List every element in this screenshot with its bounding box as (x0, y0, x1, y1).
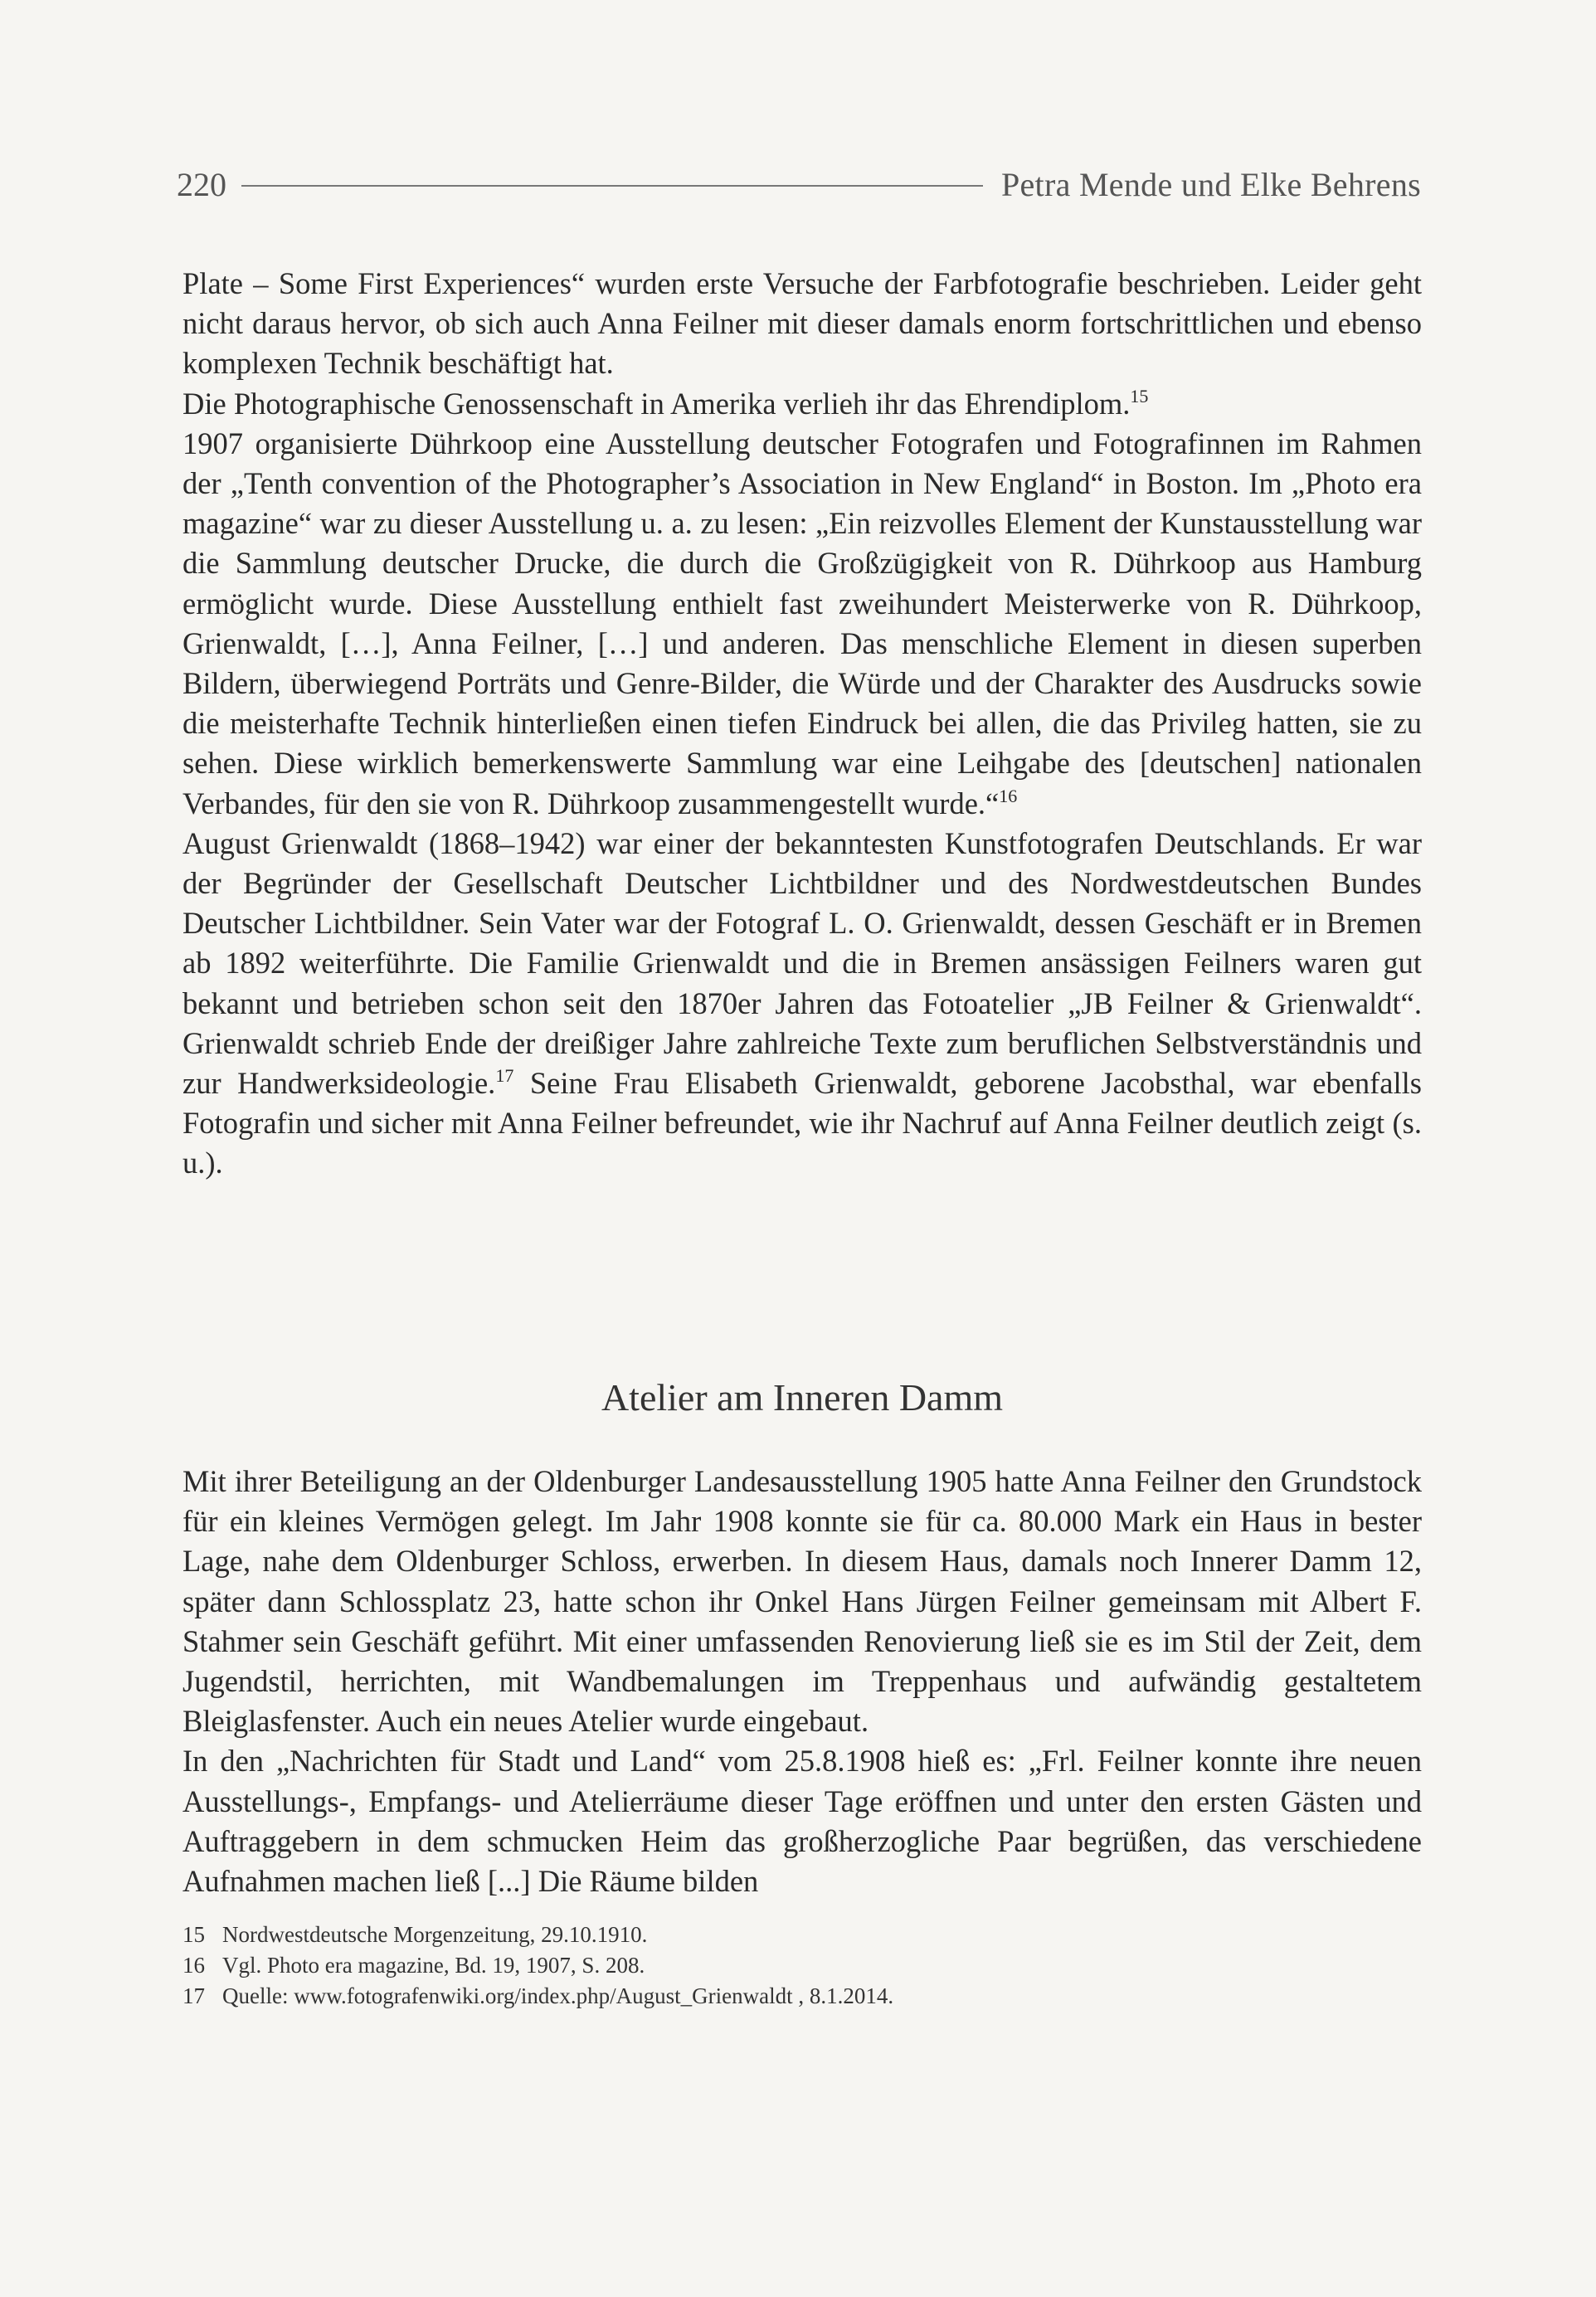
footnotes (182, 1920, 1422, 2012)
footnote-ref[interactable]: 17 (495, 1065, 514, 1087)
paragraph: Die Photographische Genossenschaft in Amerika verlieh ihr das Ehrendiplom.$^{15}$ (182, 385, 1149, 421)
body-text-top (182, 264, 1422, 1184)
footnote-text: Nordwestdeutsche Morgenzeitung, 29.10.1910. (222, 1922, 648, 1947)
footnote-ref[interactable]: 15 (1130, 385, 1149, 406)
running-header (177, 159, 1421, 209)
body-text-bottom (182, 1462, 1422, 1901)
footnote-number: 17 (182, 1983, 205, 2008)
running-title: Petra Mende und Elke Behrens (1000, 165, 1421, 203)
footnote-number: 15 (182, 1922, 205, 1947)
header-rule (241, 185, 983, 187)
paragraph: In den „Nachrichten für Stadt und Land“ vom 25.8.1908 hieß es: „Frl. Feilner konnte ihre neuen Ausstellungs-, Empfangs- und Atelierräume dieser Tage eröffnen und unter den ersten Gästen und Auftraggebern in dem schmucken Heim das großherzogliche Paar begrüßen, das verschiedene Aufnahmen machen ließ [...] Die Räume bilden (182, 1744, 1422, 1899)
footnote-ref[interactable]: 16 (999, 785, 1018, 806)
footnote (182, 1920, 1422, 1950)
footnote-number: 16 (182, 1953, 205, 1978)
paragraph: 1907 organisierte Dührkoop eine Ausstellung deutscher Fotografen und Fotografinnen im Rahmen der „Tenth convention of the Photographer’s Association in New England“ in Boston. Im „Photo era magazine“ war zu dieser Ausstellung u. a. zu lesen: „Ein reizvolles Element der Kunstausstellung war die Sammlung deutscher Drucke, die durch die Großzügigkeit von R. Dührkoop aus Hamburg ermöglicht wurde. Diese Ausstellung enthielt fast zweihundert Meisterwerke von R. Dührkoop, Grienwaldt, […], Anna Feilner, […] und anderen. Das menschliche Element in diesen superben Bildern, überwiegend Porträts und Genre-Bilder, die Würde und der Charakter des Ausdrucks sowie die meisterhafte Technik hinterließen einen tiefen Eindruck bei allen, die das Privileg hatten, sie zu sehen. Diese wirklich bemerkenswerte Sammlung war eine Leihgabe des [deutschen] nationalen Verbandes, für den sie von R. Dührkoop zusammengestellt wurde.“$^{16}$ (182, 426, 1422, 820)
page-number: 220 (177, 165, 226, 203)
footnote (182, 1981, 1422, 2012)
footnote-text: Vgl. Photo era magazine, Bd. 19, 1907, S. 208. (222, 1953, 645, 1978)
footnote-text[interactable]: Quelle: www.fotografenwiki.org/index.php/August_Grienwaldt , 8.1.2014. (222, 1983, 894, 2008)
paragraph: August Grienwaldt (1868–1942) war einer der bekanntesten Kunstfotografen Deutschlands. Er war der Begründer der Gesellschaft Deutscher Lichtbildner und des Nordwestdeutschen Bundes Deutscher Lichtbildner. Sein Vater war der Fotograf L. O. Grienwaldt, dessen Geschäft er in Bremen ab 1892 weiterführte. Die Familie Grienwaldt und die in Bremen ansässigen Feilners waren gut bekannt und betrieben schon seit den 1870er Jahren das Fotoatelier „JB Feilner & Grienwaldt“. Grienwaldt schrieb Ende der dreißiger Jahre zahlreiche Texte zum beruflichen Selbstverständnis und zur Handwerksideologie.$^{17}$ Seine Frau Elisabeth Grienwaldt, geborene Jacobsthal, war ebenfalls Fotografin und sicher mit Anna Feilner befreundet, wie ihr Nachruf auf Anna Feilner deutlich zeigt (s. u.). (182, 825, 1422, 1180)
section-heading: Atelier am Inneren Damm (601, 1376, 1004, 1419)
footnote (182, 1950, 1422, 1981)
paragraph: Mit ihrer Beteiligung an der Oldenburger Landesausstellung 1905 hatte Anna Feilner den Grundstock für ein kleines Vermögen gelegt. Im Jahr 1908 konnte sie für ca. 80.000 Mark ein Haus in bester Lage, nahe dem Oldenburger Schloss, erwerben. In diesem Haus, damals noch Innerer Damm 12, später dann Schlossplatz 23, hatte schon ihr Onkel Hans Jürgen Feilner gemeinsam mit Albert F. Stahmer sein Geschäft geführt. Mit einer umfassenden Renovierung ließ sie es im Stil der Zeit, dem Jugendstil, herrichten, mit Wandbemalungen im Treppenhaus und aufwändig gestaltetem Bleiglasfenster. Auch ein neues Atelier wurde eingebaut. (182, 1464, 1422, 1739)
paragraph: Plate – Some First Experiences“ wurden erste Versuche der Farbfotografie beschrieben. Leider geht nicht daraus hervor, ob sich auch Anna Feilner mit dieser damals enorm fortschrittlichen und ebenso komplexen Technik beschäftigt hat. (182, 266, 1422, 381)
